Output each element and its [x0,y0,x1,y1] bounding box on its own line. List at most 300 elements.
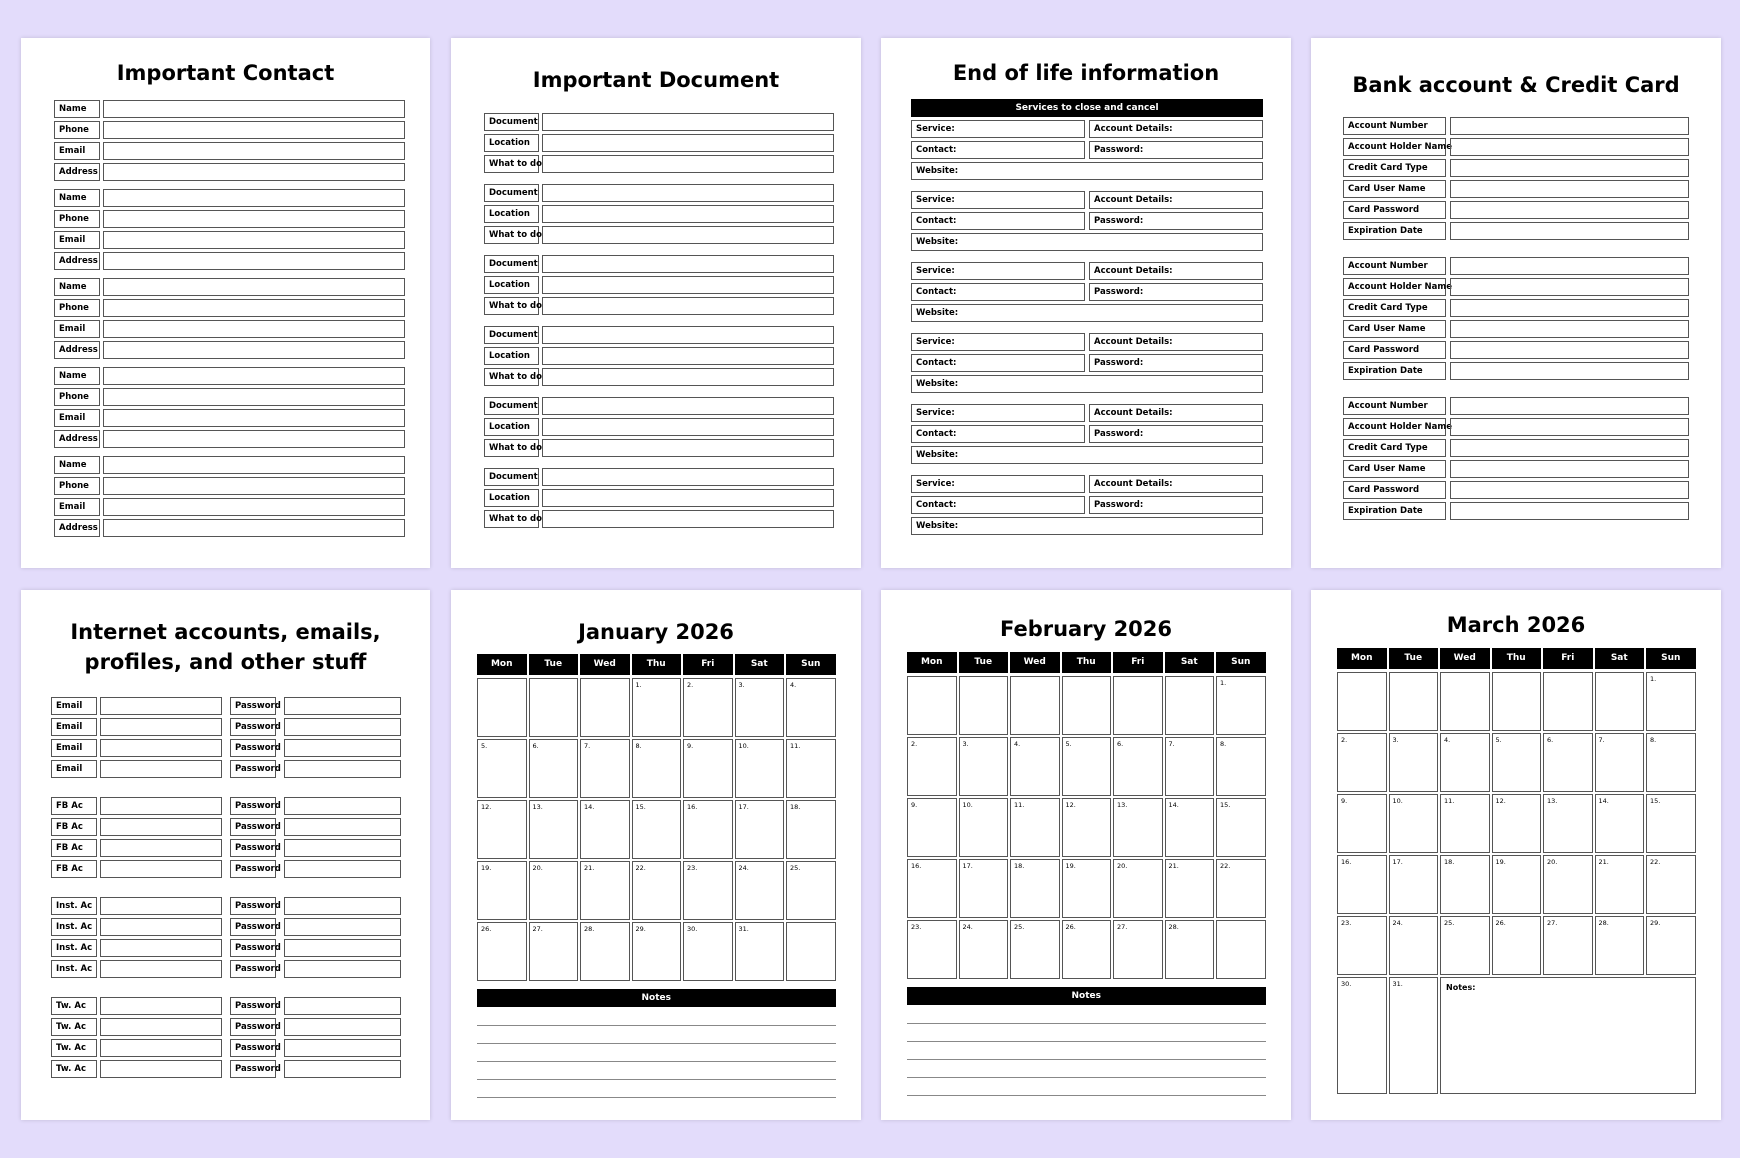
day-cell[interactable] [735,922,785,981]
day-cell[interactable] [1543,916,1593,975]
service-field[interactable]: Service: [911,262,1085,280]
account-input[interactable] [100,739,222,757]
service-field[interactable]: Service: [911,333,1085,351]
password-input[interactable] [284,760,401,778]
password-input[interactable] [284,1060,401,1078]
field-input-address[interactable] [103,519,405,537]
day-cell[interactable] [1389,977,1439,1094]
day-number: 15. [635,803,646,811]
service-field[interactable]: Service: [911,404,1085,422]
day-cell[interactable] [477,922,527,981]
field-label-card-user-name: Card User Name [1343,320,1446,338]
account-input[interactable] [100,718,222,736]
field-label-phone: Phone [54,388,100,406]
day-cell[interactable] [1492,733,1542,792]
notes-line[interactable] [907,1095,1266,1096]
password-label: Password [230,939,276,957]
field-label-what-to-do: What to do [484,226,539,244]
day-cell[interactable] [1010,859,1060,918]
day-cell[interactable] [1595,916,1645,975]
field-input-name[interactable] [103,456,405,474]
day-number: 5. [1495,736,1502,744]
services-banner: Services to close and cancel [911,99,1263,117]
password-input[interactable] [284,697,401,715]
weekday-header: Fri [683,654,733,675]
day-cell[interactable] [907,859,957,918]
day-cell[interactable] [1492,916,1542,975]
field-input-account-number[interactable] [1450,117,1689,135]
field-input-address[interactable] [103,430,405,448]
day-cell[interactable] [683,861,733,920]
account-label-fb-ac: FB Ac [51,839,97,857]
day-cell[interactable] [1440,794,1490,853]
day-cell[interactable] [786,678,836,737]
weekday-header: Mon [907,652,957,673]
password-input[interactable] [284,860,401,878]
day-cell[interactable] [1216,859,1266,918]
field-input-location[interactable] [542,276,834,294]
day-cell[interactable] [529,739,579,798]
field-input-location[interactable] [542,489,834,507]
password-input[interactable] [284,839,401,857]
field-input-what-to-do[interactable] [542,155,834,173]
day-cell[interactable] [683,922,733,981]
weekday-header: Sat [1595,648,1645,669]
field-label-credit-card-type: Credit Card Type [1343,159,1446,177]
password-input[interactable] [284,939,401,957]
day-cell[interactable] [959,676,1009,735]
account-input[interactable] [100,897,222,915]
day-cell[interactable] [1216,676,1266,735]
day-cell[interactable] [907,676,957,735]
day-cell[interactable] [1492,794,1542,853]
weekday-header: Wed [1010,652,1060,673]
day-cell[interactable] [1010,737,1060,796]
account-input[interactable] [100,1060,222,1078]
day-cell[interactable] [1595,794,1645,853]
day-cell[interactable] [1389,794,1439,853]
day-cell[interactable] [1646,672,1696,731]
day-number: 5. [1065,740,1072,748]
field-input-what-to-do[interactable] [542,368,834,386]
field-input-location[interactable] [542,418,834,436]
day-cell[interactable] [1543,855,1593,914]
day-cell[interactable] [735,861,785,920]
account-label-email: Email [51,718,97,736]
field-input-card-password[interactable] [1450,201,1689,219]
field-input-credit-card-type[interactable] [1450,299,1689,317]
day-cell[interactable] [1543,733,1593,792]
field-label-credit-card-type: Credit Card Type [1343,439,1446,457]
account-label-inst-ac: Inst. Ac [51,897,97,915]
day-cell[interactable] [529,678,579,737]
day-cell[interactable] [1113,676,1163,735]
day-cell[interactable] [959,859,1009,918]
day-cell[interactable] [1216,920,1266,979]
contact-field[interactable]: Contact: [911,425,1085,443]
password-label: Password [230,960,276,978]
day-cell[interactable] [786,922,836,981]
day-cell[interactable] [1010,798,1060,857]
field-label-address: Address [54,430,100,448]
website-field[interactable]: Website: [911,375,1263,393]
day-cell[interactable] [1543,794,1593,853]
day-cell[interactable] [735,739,785,798]
account-input[interactable] [100,1039,222,1057]
website-field[interactable]: Website: [911,517,1263,535]
weekday-header: Thu [632,654,682,675]
day-cell[interactable] [683,678,733,737]
account-input[interactable] [100,918,222,936]
field-label-expiration-date: Expiration Date [1343,362,1446,380]
account-input[interactable] [100,1018,222,1036]
field-input-account-holder-name[interactable] [1450,418,1689,436]
day-cell[interactable] [786,861,836,920]
contact-field[interactable]: Contact: [911,496,1085,514]
day-number: 31. [1392,980,1403,988]
day-cell[interactable] [1595,855,1645,914]
day-cell[interactable] [1492,672,1542,731]
day-cell[interactable] [1646,855,1696,914]
day-cell[interactable] [632,922,682,981]
field-input-document[interactable] [542,113,834,131]
contact-field[interactable]: Contact: [911,283,1085,301]
field-input-credit-card-type[interactable] [1450,159,1689,177]
day-cell[interactable] [1165,737,1215,796]
day-cell[interactable] [477,861,527,920]
password-field[interactable]: Password: [1089,141,1263,159]
day-number: 6. [1547,736,1554,744]
page-title-line-2: profiles, and other stuff [84,650,367,674]
field-input-phone[interactable] [103,477,405,495]
day-cell[interactable] [907,920,957,979]
field-input-email[interactable] [103,231,405,249]
day-cell[interactable] [580,739,630,798]
day-cell[interactable] [1113,737,1163,796]
field-input-phone[interactable] [103,388,405,406]
password-input[interactable] [284,818,401,836]
field-input-location[interactable] [542,205,834,223]
password-input[interactable] [284,739,401,757]
password-input[interactable] [284,1018,401,1036]
day-cell[interactable] [529,861,579,920]
field-input-phone[interactable] [103,210,405,228]
account-label-fb-ac: FB Ac [51,818,97,836]
day-cell[interactable] [1337,855,1387,914]
account-input[interactable] [100,997,222,1015]
day-number: 24. [1392,919,1403,927]
notes-line[interactable] [907,1023,1266,1024]
day-cell[interactable] [632,861,682,920]
day-number: 17. [738,803,749,811]
field-input-card-user-name[interactable] [1450,180,1689,198]
day-cell[interactable] [477,800,527,859]
field-input-phone[interactable] [103,299,405,317]
account-input[interactable] [100,839,222,857]
day-cell[interactable] [632,678,682,737]
contact-field[interactable]: Contact: [911,212,1085,230]
day-number: 28. [584,925,595,933]
day-cell[interactable] [1165,920,1215,979]
notes-line[interactable] [477,1043,836,1044]
calendar-page-january [451,590,861,1120]
day-cell[interactable] [1337,916,1387,975]
password-label: Password [230,1060,276,1078]
day-number: 27. [1117,923,1128,931]
day-cell[interactable] [1389,672,1439,731]
field-input-what-to-do[interactable] [542,439,834,457]
account-input[interactable] [100,760,222,778]
day-cell[interactable] [580,800,630,859]
password-input[interactable] [284,797,401,815]
day-cell[interactable] [1440,733,1490,792]
day-cell[interactable] [477,678,527,737]
password-input[interactable] [284,997,401,1015]
day-cell[interactable] [1595,733,1645,792]
field-input-email[interactable] [103,142,405,160]
day-cell[interactable] [959,920,1009,979]
password-input[interactable] [284,1039,401,1057]
internet-accounts-page [21,590,430,1120]
day-cell[interactable] [1595,672,1645,731]
day-cell[interactable] [1337,733,1387,792]
field-label-email: Email [54,231,100,249]
contact-field[interactable]: Contact: [911,141,1085,159]
day-cell[interactable] [1389,855,1439,914]
day-cell[interactable] [1165,798,1215,857]
field-input-email[interactable] [103,498,405,516]
day-cell[interactable] [1646,916,1696,975]
day-cell[interactable] [1010,920,1060,979]
account-label-inst-ac: Inst. Ac [51,960,97,978]
field-input-account-holder-name[interactable] [1450,138,1689,156]
bank-credit-card-page [1311,38,1721,568]
service-field[interactable]: Service: [911,191,1085,209]
password-label: Password [230,897,276,915]
notes-line[interactable] [477,1025,836,1026]
field-input-account-number[interactable] [1450,257,1689,275]
field-input-card-password[interactable] [1450,481,1689,499]
account-details-field[interactable]: Account Details: [1089,262,1263,280]
password-field[interactable]: Password: [1089,425,1263,443]
day-cell[interactable] [632,739,682,798]
day-cell[interactable] [683,739,733,798]
day-number: 16. [687,803,698,811]
account-label-email: Email [51,697,97,715]
day-cell[interactable] [1337,794,1387,853]
day-cell[interactable] [786,800,836,859]
field-input-what-to-do[interactable] [542,510,834,528]
day-cell[interactable] [907,798,957,857]
notes-line[interactable] [907,1077,1266,1078]
password-field[interactable]: Password: [1089,354,1263,372]
day-cell[interactable] [1389,733,1439,792]
password-input[interactable] [284,897,401,915]
website-field[interactable]: Website: [911,162,1263,180]
field-input-address[interactable] [103,252,405,270]
day-cell[interactable] [959,737,1009,796]
notes-line[interactable] [907,1059,1266,1060]
account-label-inst-ac: Inst. Ac [51,918,97,936]
day-cell[interactable] [1062,859,1112,918]
day-number: 30. [687,925,698,933]
password-label: Password [230,718,276,736]
field-input-address[interactable] [103,163,405,181]
day-cell[interactable] [1010,676,1060,735]
field-label-location: Location [484,347,539,365]
day-cell[interactable] [1440,855,1490,914]
day-cell[interactable] [786,739,836,798]
password-field[interactable]: Password: [1089,496,1263,514]
field-label-email: Email [54,142,100,160]
field-label-account-holder-name: Account Holder Name [1343,418,1446,436]
website-field[interactable]: Website: [911,304,1263,322]
field-input-email[interactable] [103,409,405,427]
field-input-account-holder-name[interactable] [1450,278,1689,296]
day-cell[interactable] [1062,676,1112,735]
day-cell[interactable] [632,800,682,859]
day-cell[interactable] [1113,859,1163,918]
password-field[interactable]: Password: [1089,283,1263,301]
day-cell[interactable] [1440,672,1490,731]
website-field[interactable]: Website: [911,446,1263,464]
notes-box[interactable] [1440,977,1696,1094]
day-cell[interactable] [1543,672,1593,731]
field-input-expiration-date[interactable] [1450,502,1689,520]
account-details-field[interactable]: Account Details: [1089,333,1263,351]
field-input-name[interactable] [103,367,405,385]
field-input-phone[interactable] [103,121,405,139]
field-label-what-to-do: What to do [484,155,539,173]
field-input-account-number[interactable] [1450,397,1689,415]
day-cell[interactable] [735,800,785,859]
field-input-what-to-do[interactable] [542,297,834,315]
field-input-name[interactable] [103,100,405,118]
field-input-card-user-name[interactable] [1450,460,1689,478]
day-number: 7. [584,742,591,750]
field-input-location[interactable] [542,347,834,365]
notes-line[interactable] [477,1097,836,1098]
website-field[interactable]: Website: [911,233,1263,251]
account-details-field[interactable]: Account Details: [1089,120,1263,138]
day-cell[interactable] [477,739,527,798]
day-cell[interactable] [735,678,785,737]
field-input-location[interactable] [542,134,834,152]
field-input-card-password[interactable] [1450,341,1689,359]
password-label: Password [230,839,276,857]
day-cell[interactable] [580,922,630,981]
field-input-address[interactable] [103,341,405,359]
service-field[interactable]: Service: [911,475,1085,493]
account-input[interactable] [100,797,222,815]
field-label-name: Name [54,100,100,118]
day-cell[interactable] [1389,916,1439,975]
day-cell[interactable] [529,922,579,981]
field-label-expiration-date: Expiration Date [1343,222,1446,240]
day-number: 21. [1168,862,1179,870]
day-cell[interactable] [1113,920,1163,979]
account-input[interactable] [100,697,222,715]
account-input[interactable] [100,960,222,978]
day-cell[interactable] [1440,916,1490,975]
field-input-name[interactable] [103,189,405,207]
day-cell[interactable] [1113,798,1163,857]
account-details-field[interactable]: Account Details: [1089,191,1263,209]
page-title-line-1: Internet accounts, emails, [70,620,381,644]
day-cell[interactable] [683,800,733,859]
field-input-name[interactable] [103,278,405,296]
day-cell[interactable] [1165,676,1215,735]
account-details-field[interactable]: Account Details: [1089,475,1263,493]
account-input[interactable] [100,860,222,878]
account-input[interactable] [100,818,222,836]
account-details-field[interactable]: Account Details: [1089,404,1263,422]
day-number: 9. [911,801,918,809]
day-cell[interactable] [1062,798,1112,857]
field-input-document[interactable] [542,255,834,273]
field-input-email[interactable] [103,320,405,338]
field-input-document[interactable] [542,326,834,344]
notes-line[interactable] [477,1079,836,1080]
day-cell[interactable] [959,798,1009,857]
weekday-header: Thu [1492,648,1542,669]
field-input-document[interactable] [542,397,834,415]
password-input[interactable] [284,718,401,736]
password-input[interactable] [284,960,401,978]
field-label-address: Address [54,341,100,359]
field-label-document: Document [484,326,539,344]
field-input-credit-card-type[interactable] [1450,439,1689,457]
day-number: 20. [1547,858,1558,866]
password-field[interactable]: Password: [1089,212,1263,230]
day-number: 2. [911,740,918,748]
day-number: 17. [962,862,973,870]
field-input-what-to-do[interactable] [542,226,834,244]
day-cell[interactable] [1165,859,1215,918]
field-input-document[interactable] [542,468,834,486]
day-cell[interactable] [1646,733,1696,792]
day-cell[interactable] [580,861,630,920]
service-field[interactable]: Service: [911,120,1085,138]
notes-line[interactable] [907,1041,1266,1042]
field-input-expiration-date[interactable] [1450,222,1689,240]
day-number: 28. [1168,923,1179,931]
day-number: 16. [911,862,922,870]
day-cell[interactable] [1646,794,1696,853]
password-input[interactable] [284,918,401,936]
day-cell[interactable] [1216,737,1266,796]
notes-banner: Notes [907,987,1266,1005]
day-cell[interactable] [1337,672,1387,731]
field-label-document: Document [484,468,539,486]
notes-line[interactable] [477,1061,836,1062]
field-input-expiration-date[interactable] [1450,362,1689,380]
day-number: 27. [1547,919,1558,927]
contact-field[interactable]: Contact: [911,354,1085,372]
day-cell[interactable] [1062,737,1112,796]
day-number: 2. [687,681,694,689]
day-cell[interactable] [1216,798,1266,857]
field-input-card-user-name[interactable] [1450,320,1689,338]
day-cell[interactable] [907,737,957,796]
field-input-document[interactable] [542,184,834,202]
day-cell[interactable] [1062,920,1112,979]
day-cell[interactable] [1492,855,1542,914]
account-input[interactable] [100,939,222,957]
day-cell[interactable] [1337,977,1387,1094]
day-cell[interactable] [580,678,630,737]
day-cell[interactable] [529,800,579,859]
